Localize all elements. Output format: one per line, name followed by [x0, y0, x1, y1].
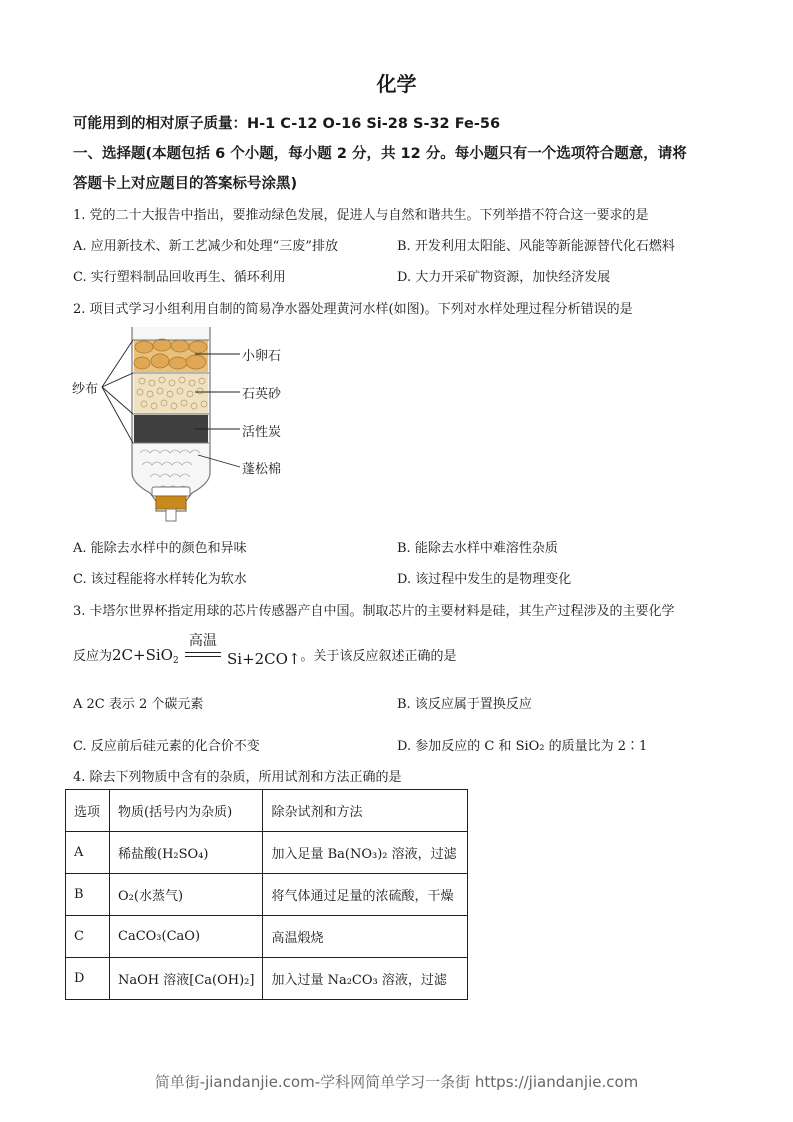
question-2-option-b: B. 能除去水样中难溶性杂质 — [397, 541, 558, 556]
section-heading-line1: 一、选择题(本题包括 6 个小题，每小题 2 分，共 12 分。每小题只有一个选项符合题意，请将 — [73, 146, 687, 162]
activated-carbon-label: 活性炭 — [242, 425, 282, 440]
gauze-label: 纱布 — [72, 382, 99, 397]
footer-watermark: 简单街-jiandanjie.com-学科网简单学习一条街 https://jiandanjie.com — [154, 1073, 639, 1091]
question-2-option-a: A. 能除去水样中的颜色和异味 — [73, 541, 247, 556]
question-1-option-b: B. 开发利用太阳能、风能等新能源替代化石燃料 — [397, 239, 675, 254]
water-filter-figure — [70, 325, 310, 525]
row-substance: NaOH 溶液[Ca(OH)₂] — [110, 958, 263, 1000]
header-option: 选项 — [66, 790, 110, 832]
question-2-stem: 2. 项目式学习小组利用自制的简易净水器处理黄河水样(如图)。下列对水样处理过程分析错误的是 — [73, 302, 633, 317]
question-3-option-b: B. 该反应属于置换反应 — [397, 697, 532, 712]
header-method: 除杂试剂和方法 — [263, 790, 468, 832]
row-option: D — [66, 958, 110, 1000]
question-4-stem: 4. 除去下列物质中含有的杂质，所用试剂和方法正确的是 — [73, 770, 402, 785]
row-method: 加入足量 Ba(NO₃)₂ 溶液，过滤 — [263, 832, 468, 874]
question-2-option-d: D. 该过程中发生的是物理变化 — [397, 572, 572, 587]
row-option: B — [66, 874, 110, 916]
question-3-stem: 3. 卡塔尔世界杯指定用球的芯片传感器产自中国。制取芯片的主要材料是硅，其生产过程涉及的主要化学 — [73, 604, 675, 619]
reaction-condition-arrow — [185, 632, 221, 664]
equation-products: Si+2CO↑ — [227, 650, 301, 668]
row-substance: 稀盐酸(H₂SO₄) — [110, 832, 263, 874]
cotton-label: 蓬松棉 — [242, 462, 282, 477]
question-1-stem: 1. 党的二十大报告中指出，要推动绿色发展，促进人与自然和谐共生。下列举措不符合这一要求的是 — [73, 208, 649, 223]
page-title: 化学 — [376, 72, 417, 96]
row-option: A — [66, 832, 110, 874]
question-3-equation — [73, 632, 457, 668]
question-3-option-c: C. 反应前后硅元素的化合价不变 — [73, 739, 260, 754]
question-3-option-a: A 2C 表示 2 个碳元素 — [73, 697, 204, 712]
question-2-option-c: C. 该过程能将水样转化为软水 — [73, 572, 247, 587]
header-substance: 物质(括号内为杂质) — [110, 790, 263, 832]
question-3-option-d: D. 参加反应的 C 和 SiO₂ 的质量比为 2∶1 — [397, 739, 648, 754]
quartz-sand-label: 石英砂 — [242, 387, 282, 402]
row-substance: O₂(水蒸气) — [110, 874, 263, 916]
section-heading-line2: 答题卡上对应题目的答案标号涂黑) — [73, 176, 298, 192]
table-row — [66, 832, 468, 874]
question-1-option-a: A. 应用新技术、新工艺减少和处理“三废”排放 — [73, 239, 338, 254]
row-method: 加入过量 Na₂CO₃ 溶液，过滤 — [263, 958, 468, 1000]
equation-prefix: 反应为 — [73, 649, 113, 664]
table-header-row — [66, 790, 468, 832]
table-row — [66, 874, 468, 916]
pebble-label: 小卵石 — [242, 349, 282, 364]
equation-suffix: 。关于该反应叙述正确的是 — [300, 649, 457, 664]
impurity-removal-table — [65, 789, 468, 1000]
row-substance: CaCO₃(CaO) — [110, 916, 263, 958]
reaction-condition: 高温 — [188, 632, 217, 649]
table-row — [66, 916, 468, 958]
question-1-option-d: D. 大力开采矿物资源，加快经济发展 — [397, 270, 611, 285]
atomic-masses: 可能用到的相对原子质量：H-1 C-12 O-16 Si-28 S-32 Fe-56 — [73, 116, 501, 132]
equation-reactants: 2C+SiO — [112, 646, 173, 664]
row-option: C — [66, 916, 110, 958]
table-row — [66, 958, 468, 1000]
equation-reactant-subscript: 2 — [172, 656, 179, 666]
question-1-option-c: C. 实行塑料制品回收再生、循环利用 — [73, 270, 286, 285]
row-method: 将气体通过足量的浓硫酸，干燥 — [263, 874, 468, 916]
row-method: 高温煅烧 — [263, 916, 468, 958]
